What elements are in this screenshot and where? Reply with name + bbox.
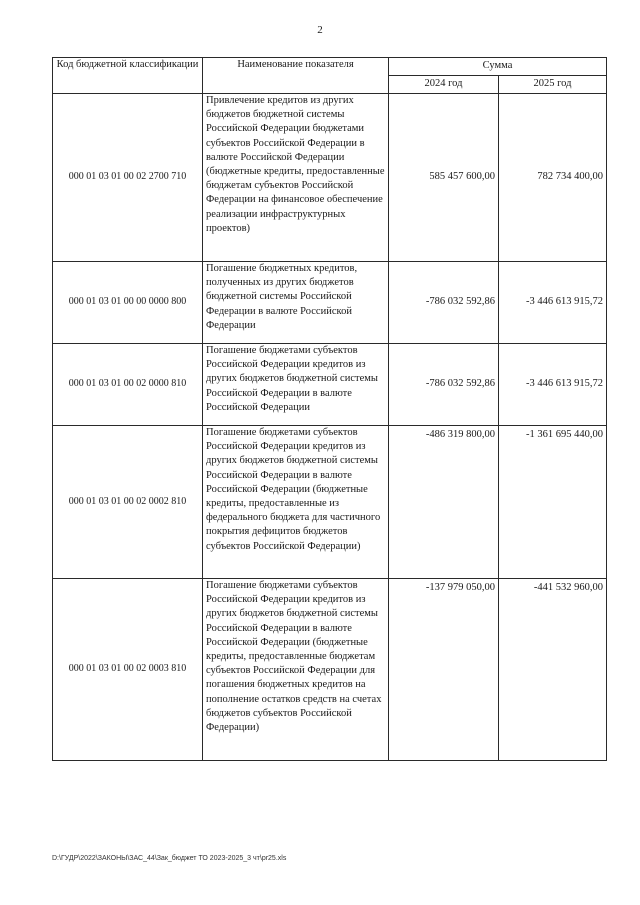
table-row [53,94,607,262]
table-row [53,579,607,761]
row-code: 000 01 03 01 00 02 0000 810 [53,344,203,426]
table-row [53,344,607,426]
row-code: 000 01 03 01 00 02 0003 810 [53,579,203,761]
row-name: Погашение бюджетами субъектов Российской Федерации кредитов из других бюджетов бюджетной системы Российской Федерации в валюте Российской Федерации [203,344,389,426]
row-value-2025: -441 532 960,00 [499,579,607,761]
row-value-2024: -137 979 050,00 [389,579,499,761]
row-name: Привлечение кредитов из других бюджетов бюджетной системы Российской Федерации бюджетами субъектов Российской Федерации в валюте Российской Федерации (бюджетные кредиты, предоставленные бюджетам субъектов Российской Федерации на финансовое обеспечение реализации инфраструктурных проектов) [203,94,389,262]
row-value-2024: -786 032 592,86 [389,344,499,426]
row-name: Погашение бюджетных кредитов, полученных из других бюджетов бюджетной системы Российской Федерации в валюте Российской Федерации [203,262,389,344]
header-name: Наименование показателя [203,58,389,94]
row-name: Погашение бюджетами субъектов Российской Федерации кредитов из других бюджетов бюджетной системы Российской Федерации в валюте Российской Федерации (бюджетные кредиты, предоставленные из федерального бюджета для частичного покрытия дефицитов бюджетов субъектов Российской Федерации) [203,426,389,579]
row-value-2024: -486 319 800,00 [389,426,499,579]
row-value-2025: 782 734 400,00 [499,94,607,262]
header-row [53,58,607,76]
page-number: 2 [317,24,323,36]
header-sum: Сумма [389,58,607,76]
row-code: 000 01 03 01 00 00 0000 800 [53,262,203,344]
table-header [53,58,607,94]
header-year-2024: 2024 год [389,76,499,94]
row-code: 000 01 03 01 00 02 0002 810 [53,426,203,579]
row-value-2025: -1 361 695 440,00 [499,426,607,579]
table-row [53,426,607,579]
table-body [53,94,607,761]
row-value-2024: -786 032 592,86 [389,262,499,344]
header-code: Код бюджетной классификации [53,58,203,94]
row-value-2025: -3 446 613 915,72 [499,344,607,426]
table-row [53,262,607,344]
row-name: Погашение бюджетами субъектов Российской Федерации кредитов из других бюджетов бюджетной системы Российской Федерации в валюте Российской Федерации (бюджетные кредиты, предоставленные бюджетам субъектов Российской Федерации для погашения бюджетных кредитов на пополнение остатков средств на счетах бюджетов субъектов Российской Федерации) [203,579,389,761]
header-year-2025: 2025 год [499,76,607,94]
row-code: 000 01 03 01 00 02 2700 710 [53,94,203,262]
row-value-2024: 585 457 600,00 [389,94,499,262]
file-path-footer: D:\ГУДР\2022\ЗАКОНЫ\ЗАС_44\Зак_бюджет ТО 2023-2025_3 чт\pr25.xls [52,855,287,862]
row-value-2025: -3 446 613 915,72 [499,262,607,344]
budget-table [52,57,607,761]
